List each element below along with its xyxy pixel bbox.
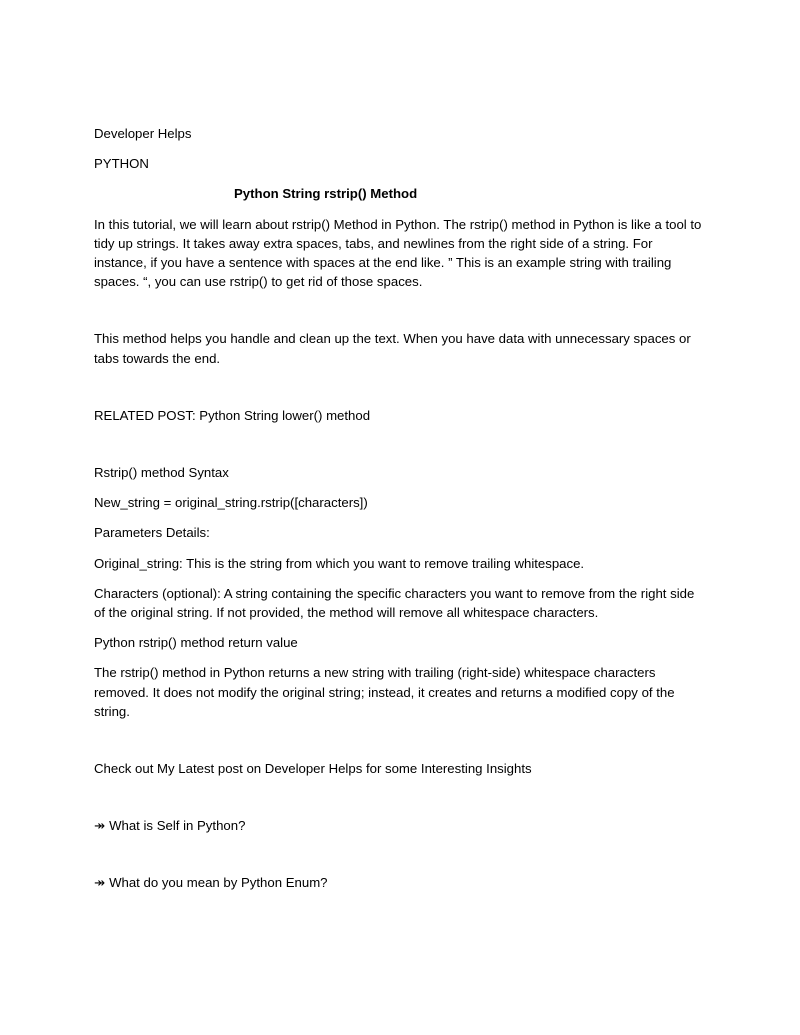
return-value-paragraph: The rstrip() method in Python returns a new string with trailing (right-side) whitespace characters removed. It does not modify the original string; instead, it creates and returns a modified copy of the string.	[94, 665, 675, 719]
parameters-heading: Parameters Details:	[94, 525, 210, 541]
double-arrow-right-icon: ↠	[94, 818, 106, 834]
category-label: PYTHON	[94, 156, 149, 172]
link-self-in-python[interactable]	[94, 816, 704, 835]
related-post-link[interactable]: RELATED POST: Python String lower() method	[94, 407, 371, 423]
link-label: What do you mean by Python Enum?	[109, 875, 328, 891]
double-arrow-right-icon: ↠	[94, 875, 106, 891]
latest-post-text: Check out My Latest post on Developer Helps for some Interesting Insights	[94, 761, 532, 777]
site-name: Developer Helps	[94, 126, 192, 141]
usage-paragraph: This method helps you handle and clean up the text. When you have data with unnecessary spaces or tabs towards the end.	[94, 331, 691, 366]
link-label: What is Self in Python?	[109, 818, 246, 834]
syntax-heading: Rstrip() method Syntax	[94, 465, 229, 481]
intro-paragraph: In this tutorial, we will learn about rstrip() Method in Python. The rstrip() method in Python is like a tool to tidy up strings. It takes away extra spaces, tabs, and newlines from the right side of a string. For instance, if you have a sentence with spaces at the end like. ” This is an example string with trailing spaces. “, you can use rstrip() to get rid of those spaces.	[94, 216, 702, 290]
param-characters: Characters (optional): A string containing the specific characters you want to remove from the right side of the original string. If not provided, the method will remove all whitespace characters.	[94, 585, 695, 621]
return-value-heading: Python rstrip() method return value	[94, 635, 298, 651]
link-python-enum[interactable]	[94, 873, 704, 892]
param-original-string: Original_string: This is the string from which you want to remove trailing whitespace.	[94, 555, 585, 571]
document-content	[94, 124, 704, 893]
article-title: Python String rstrip() Method	[234, 186, 418, 202]
syntax-code: New_string = original_string.rstrip([characters])	[94, 495, 368, 511]
